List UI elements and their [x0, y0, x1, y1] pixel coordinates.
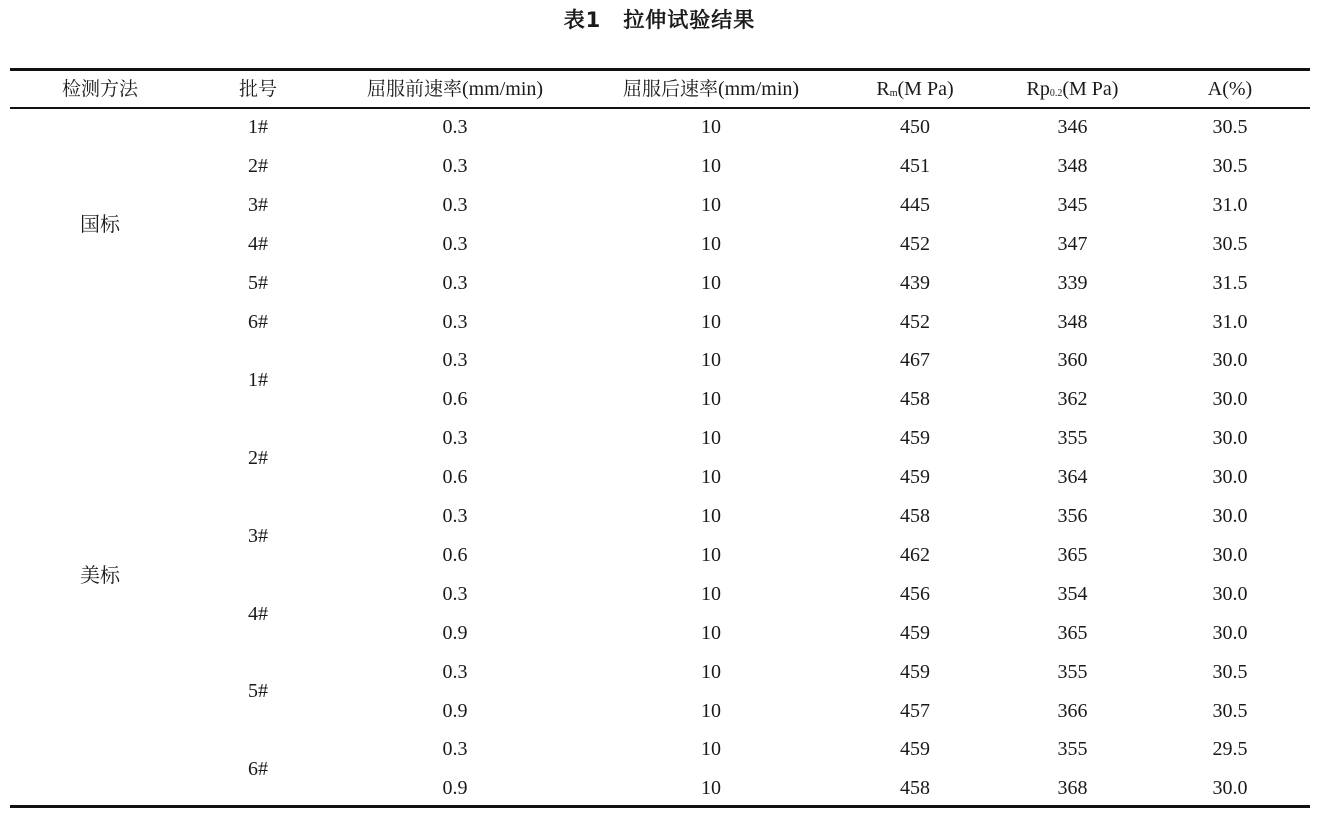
cell-elongation-value: 30.5: [1212, 233, 1248, 255]
cell-speed-after: 10: [701, 583, 721, 605]
cell-rp02-value: 355: [1057, 427, 1088, 449]
cell-rm-value: 458: [900, 777, 930, 799]
cell-rm-value: 457: [900, 700, 930, 722]
batch-gb-2: 2#: [248, 155, 268, 177]
cell-speed-after: 10: [701, 466, 721, 488]
batch-gb-4: 4#: [248, 233, 268, 255]
batch-us-6: 6#: [248, 758, 268, 780]
cell-speed-after: 10: [701, 700, 721, 722]
cell-speed-after: 10: [701, 544, 721, 566]
cell-rm-value: 458: [900, 505, 930, 527]
header-speed-before: 屈服前速率(mm/min): [366, 78, 544, 100]
cell-elongation-value: 30.0: [1212, 777, 1248, 799]
cell-rm-value: 467: [900, 349, 930, 371]
cell-speed-before: 0.3: [442, 349, 468, 371]
cell-rp02-value: 365: [1057, 544, 1088, 566]
cell-rp02-value: 355: [1057, 661, 1088, 683]
cell-rp02-value: 368: [1057, 777, 1088, 799]
cell-speed-after: 10: [701, 661, 721, 683]
cell-rm-value: 462: [900, 544, 930, 566]
batch-gb-6: 6#: [248, 311, 268, 333]
cell-elongation-value: 31.0: [1212, 311, 1248, 333]
cell-rp02-value: 348: [1057, 311, 1088, 333]
table-number: 表1: [563, 8, 602, 32]
cell-elongation-value: 31.5: [1212, 272, 1248, 294]
table-caption: [0, 4, 1319, 34]
cell-speed-before: 0.3: [442, 116, 468, 138]
header-rm: $R_m(M$ Pa): [876, 78, 954, 100]
cell-rp02-value: 366: [1057, 700, 1088, 722]
cell-rp02-value: 356: [1057, 505, 1088, 527]
batch-gb-5: 5#: [248, 272, 268, 294]
cell-elongation-value: 30.5: [1212, 700, 1248, 722]
cell-speed-before: 0.9: [442, 777, 468, 799]
cell-rp02-value: 355: [1057, 738, 1088, 760]
cell-rp02-value: 362: [1057, 388, 1088, 410]
cell-elongation-value: 30.5: [1212, 661, 1248, 683]
cell-speed-before: 0.9: [442, 700, 468, 722]
table-title: 拉伸试验结果: [623, 8, 756, 32]
cell-rp02-value: 346: [1057, 116, 1088, 138]
cell-elongation-value: 30.0: [1212, 427, 1248, 449]
header-speed-after: 屈服后速率(mm/min): [622, 78, 800, 100]
cell-speed-before: 0.3: [442, 233, 468, 255]
cell-rp02-value: 345: [1057, 194, 1088, 216]
cell-rm-value: 459: [900, 466, 930, 488]
batch-gb-1: 1#: [248, 116, 268, 138]
cell-speed-after: 10: [701, 622, 721, 644]
cell-elongation-value: 29.5: [1212, 738, 1248, 760]
cell-elongation-value: 30.5: [1212, 155, 1248, 177]
cell-rp02-value: 348: [1057, 155, 1088, 177]
cell-rm-value: 459: [900, 427, 930, 449]
method-us: 美标: [80, 563, 120, 587]
cell-speed-before: 0.6: [442, 388, 468, 410]
cell-rm-value: 456: [900, 583, 930, 605]
header-method: 检测方法: [61, 78, 138, 100]
cell-speed-before: 0.3: [442, 194, 468, 216]
header-batch: 批号: [238, 78, 277, 100]
cell-rm-value: 459: [900, 622, 930, 644]
cell-speed-after: 10: [701, 505, 721, 527]
cell-rm-value: 459: [900, 738, 930, 760]
cell-speed-before: 0.6: [442, 544, 468, 566]
cell-speed-after: 10: [701, 116, 721, 138]
cell-rm-value: 452: [900, 233, 930, 255]
cell-elongation-value: 30.0: [1212, 388, 1248, 410]
batch-us-3: 3#: [248, 525, 268, 547]
cell-elongation-value: 30.0: [1212, 583, 1248, 605]
cell-rp02-value: 360: [1057, 349, 1088, 371]
cell-rp02-value: 354: [1057, 583, 1088, 605]
cell-elongation-value: 30.0: [1212, 466, 1248, 488]
cell-elongation-value: 30.0: [1212, 622, 1248, 644]
cell-speed-after: 10: [701, 155, 721, 177]
cell-rm-value: 450: [900, 116, 930, 138]
cell-speed-after: 10: [701, 388, 721, 410]
cell-rm-value: 439: [900, 272, 930, 294]
batch-us-1: 1#: [248, 369, 268, 391]
cell-speed-before: 0.3: [442, 155, 468, 177]
cell-speed-after: 10: [701, 311, 721, 333]
cell-speed-before: 0.3: [442, 427, 468, 449]
cell-rm-value: 451: [900, 155, 930, 177]
cell-speed-after: 10: [701, 233, 721, 255]
cell-elongation-value: 30.5: [1212, 116, 1248, 138]
method-gb: 国标: [80, 212, 120, 236]
cell-speed-before: 0.3: [442, 661, 468, 683]
cell-speed-before: 0.3: [442, 272, 468, 294]
cell-speed-after: 10: [701, 777, 721, 799]
batch-gb-3: 3#: [248, 194, 268, 216]
cell-rm-value: 452: [900, 311, 930, 333]
cell-elongation-value: 30.0: [1212, 544, 1248, 566]
cell-speed-after: 10: [701, 272, 721, 294]
cell-speed-before: 0.3: [442, 311, 468, 333]
cell-elongation-value: 30.0: [1212, 349, 1248, 371]
batch-us-5: 5#: [248, 680, 268, 702]
cell-rp02-value: 364: [1057, 466, 1088, 488]
cell-rm-value: 459: [900, 661, 930, 683]
cell-speed-before: 0.6: [442, 466, 468, 488]
cell-elongation-value: 30.0: [1212, 505, 1248, 527]
cell-speed-after: 10: [701, 349, 721, 371]
cell-speed-after: 10: [701, 427, 721, 449]
cell-speed-after: 10: [701, 194, 721, 216]
cell-speed-before: 0.9: [442, 622, 468, 644]
cell-speed-before: 0.3: [442, 505, 468, 527]
batch-us-2: 2#: [248, 447, 268, 469]
cell-elongation-value: 31.0: [1212, 194, 1248, 216]
header-rp02: $Rp_{0.2}(M$ Pa): [1026, 78, 1119, 100]
cell-rp02-value: 339: [1057, 272, 1088, 294]
cell-rm-value: 445: [900, 194, 930, 216]
cell-rm-value: 458: [900, 388, 930, 410]
cell-speed-after: 10: [701, 738, 721, 760]
cell-rp02-value: 347: [1057, 233, 1088, 255]
cell-speed-before: 0.3: [442, 738, 468, 760]
header-elongation: A(%): [1207, 78, 1253, 100]
batch-us-4: 4#: [248, 603, 268, 625]
cell-rp02-value: 365: [1057, 622, 1088, 644]
cell-speed-before: 0.3: [442, 583, 468, 605]
